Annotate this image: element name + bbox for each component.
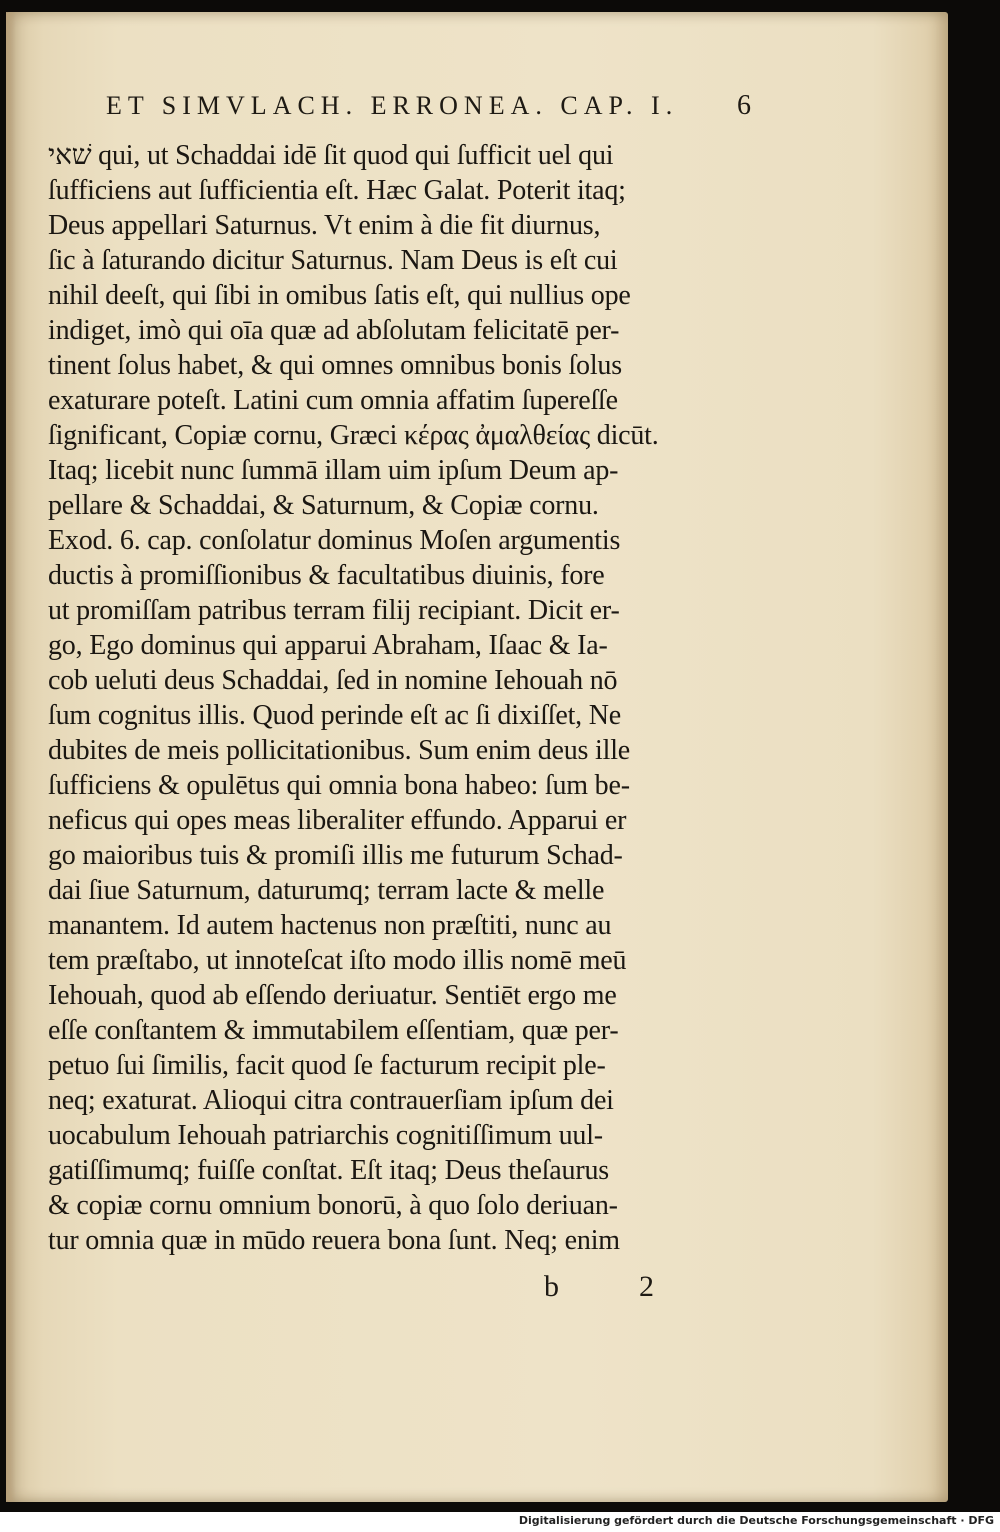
text-line: ductis à promiſſionibus & facultatibus diuinis, fore xyxy=(48,560,605,591)
text-line: go, Ego dominus qui apparui Abraham, Iſaac & Ia- xyxy=(48,630,608,661)
signature-number: 2 xyxy=(639,1270,654,1303)
text-line: indiget, imò qui oīa quæ ad abſolutam felicitatē per- xyxy=(48,315,620,346)
text-line: exaturare poteſt. Latini cum omnia affatim ſupereſſe xyxy=(48,385,618,416)
text-line: ſum cognitus illis. Quod perinde eſt ac ſi dixiſſet, Ne xyxy=(48,700,622,731)
text-line: eſſe conſtantem & immutabilem eſſentiam, quæ per- xyxy=(48,1015,619,1046)
text-line: & copiæ cornu omnium bonorū, à quo ſolo deriuan- xyxy=(48,1190,618,1221)
text-line: tinent ſolus habet, & qui omnes omnibus bonis ſolus xyxy=(48,350,622,381)
dfg-credit: Digitalisierung gefördert durch die Deutsche Forschungsgemeinschaft · DFG xyxy=(518,1514,994,1527)
page-header xyxy=(106,90,751,122)
text-line: ſic à ſaturando dicitur Saturnus. Nam Deus is eſt cui xyxy=(48,245,618,276)
text-line: שׁאי qui, ut Schaddai idē ſit quod qui ſufficit uel qui xyxy=(48,140,614,171)
text-line: pellare & Schaddai, & Saturnum, & Copiæ cornu. xyxy=(48,490,599,521)
signature-mark xyxy=(544,1270,654,1304)
text-line: Exod. 6. cap. conſolatur dominus Moſen argumentis xyxy=(48,525,621,556)
running-head: ET SIMVLACH. ERRONEA. CAP. I. xyxy=(106,91,679,120)
text-line: Itaq; licebit nunc ſummā illam uim ipſum Deum ap- xyxy=(48,455,619,486)
text-line: petuo ſui ſimilis, facit quod ſe facturum recipit ple- xyxy=(48,1050,606,1081)
text-line: ſufficiens aut ſufficientia eſt. Hæc Galat. Poterit itaq; xyxy=(48,175,626,206)
text-line: ſignificant, Copiæ cornu, Græci κέρας ἀμαλθείας dicūt. xyxy=(48,420,659,451)
text-line: Deus appellari Saturnus. Vt enim à die fit diurnus, xyxy=(48,210,601,241)
text-line: ſufficiens & opulētus qui omnia bona habeo: ſum be- xyxy=(48,770,630,801)
text-line: gatiſſimumq; fuiſſe conſtat. Eſt itaq; Deus theſaurus xyxy=(48,1155,609,1186)
page-number: 6 xyxy=(737,90,751,121)
text-line: Iehouah, quod ab eſſendo deriuatur. Sentiēt ergo me xyxy=(48,980,617,1011)
text-line: dai ſiue Saturnum, daturumq; terram lacte & melle xyxy=(48,875,605,906)
text-line: cob ueluti deus Schaddai, ſed in nomine Iehouah nō xyxy=(48,665,618,696)
text-line: ut promiſſam patribus terram filij recipiant. Dicit er- xyxy=(48,595,620,626)
footer-bar xyxy=(0,1512,1000,1532)
text-line: uocabulum Iehouah patriarchis cognitiſſimum uul- xyxy=(48,1120,603,1151)
text-line: neficus qui opes meas liberaliter effundo. Apparui er xyxy=(48,805,627,836)
book-page xyxy=(6,12,948,1502)
text-line: tur omnia quæ in mūdo reuera bona ſunt. Neq; enim xyxy=(48,1225,620,1256)
text-line: tem præſtabo, ut innoteſcat iſto modo illis nomē meū xyxy=(48,945,627,976)
text-line: neq; exaturat. Alioqui citra contrauerſiam ipſum dei xyxy=(48,1085,614,1116)
signature-letter: b xyxy=(544,1270,559,1303)
text-line: go maioribus tuis & promiſi illis me futurum Schad- xyxy=(48,840,623,871)
body-text xyxy=(48,138,748,1258)
text-line: nihil deeſt, qui ſibi in omibus ſatis eſt, qui nullius ope xyxy=(48,280,631,311)
text-line: dubites de meis pollicitationibus. Sum enim deus ille xyxy=(48,735,631,766)
text-line: manantem. Id autem hactenus non præſtiti, nunc au xyxy=(48,910,612,941)
